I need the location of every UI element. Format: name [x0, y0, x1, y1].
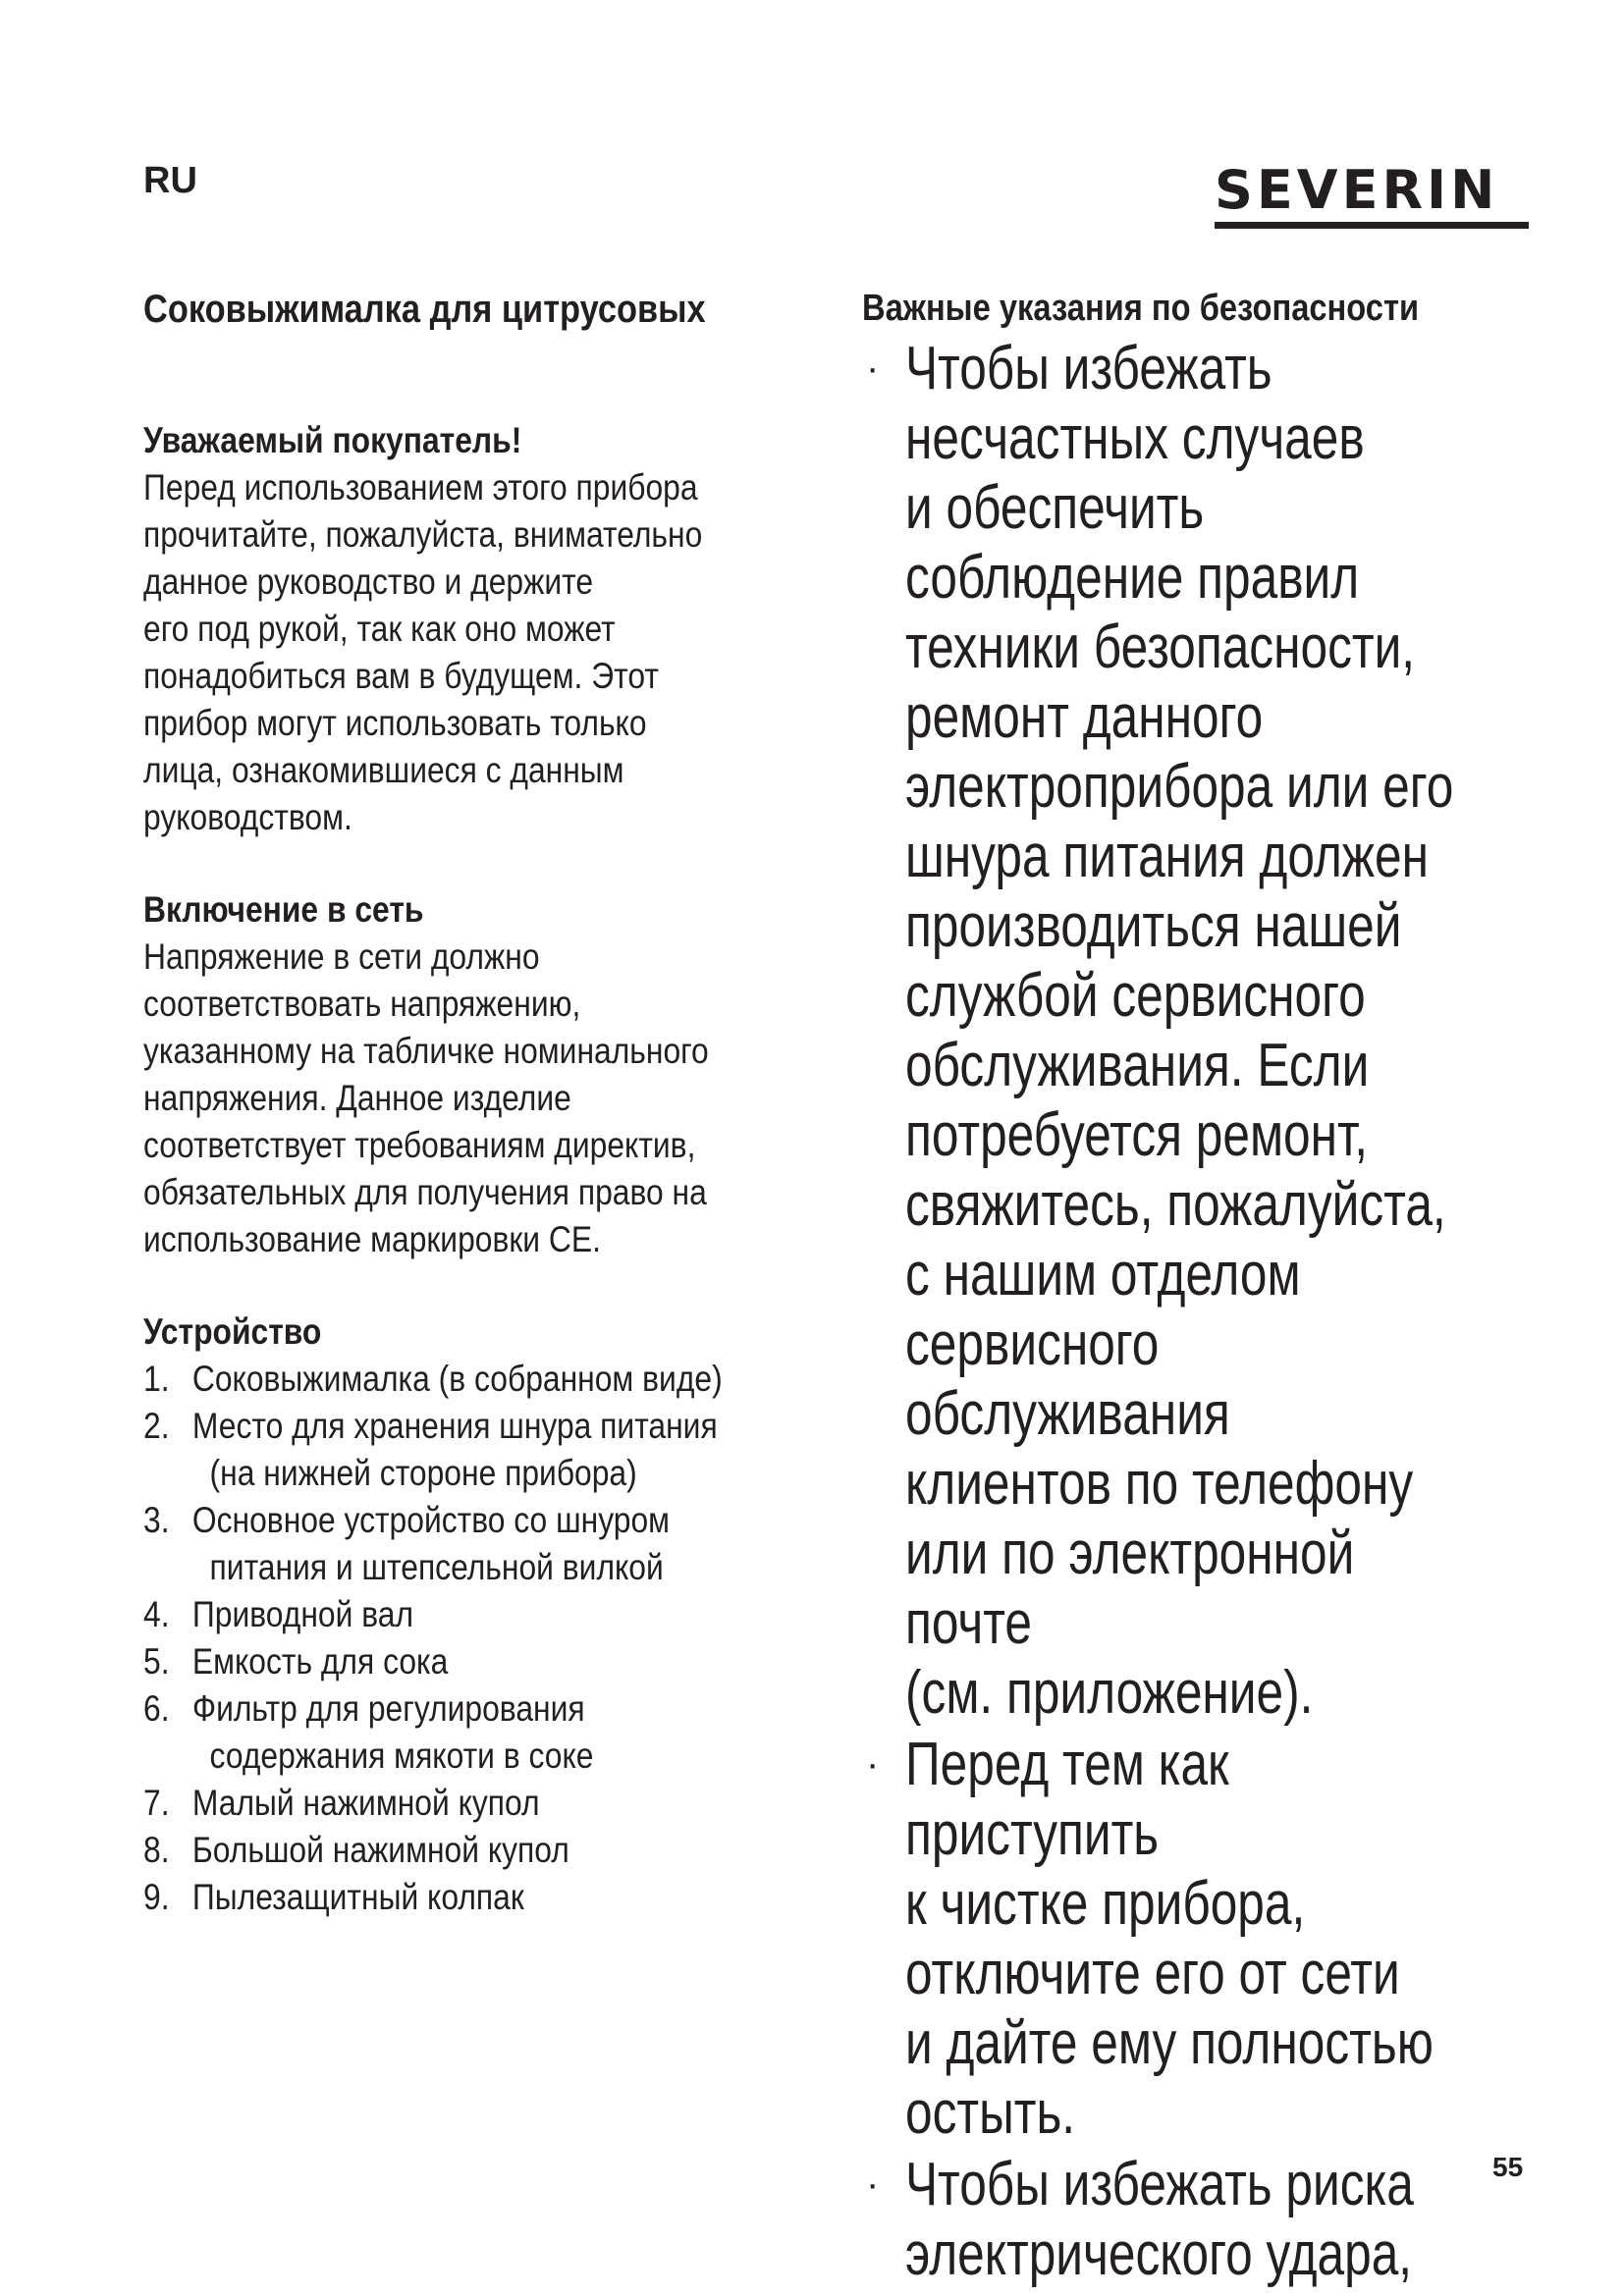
bullet-dot-icon: · [866, 347, 880, 390]
section-paragraph: Напряжение в сети должно соответствовать напряжению, указанному на табличке номинального напряжения. Данное изделие соответствует требованиям директив, обязательных для получения право на использование маркировки CE. [143, 936, 709, 1259]
bullet-text: Перед тем как приступить к чистке прибора, отключите его от сети и дайте ему полностью остыть. [905, 1731, 1434, 2147]
bullet-text: Чтобы избежать несчастных случаев и обеспечить соблюдение правил техники безопасности, ремонт данного электроприбора или его шнура питания должен производиться нашей службой сервисного обслуживания. Если потребуется ремонт, свяжитесь, пожалуйста, с нашим отделом сервисного обслуживания клиентов по телефону или по электронной почте (см. приложение). [905, 335, 1454, 1727]
safety-bullet [862, 1730, 1608, 2148]
page-number: 55 [1492, 2152, 1524, 2182]
list-item: 2. Место для хранения шнура питания (на нижней стороне прибора) [143, 1406, 718, 1493]
list-item: 6. Фильтр для регулирования содержания мякоти в соке [143, 1688, 594, 1776]
section-heading: Уважаемый покупатель! [143, 420, 522, 460]
list-item: 3. Основное устройство со шнуром питания и штепсельной вилкой [143, 1500, 671, 1587]
list-item: 9. Пылезащитный колпак [143, 1877, 524, 1917]
section-paragraph: Перед использованием этого прибора прочитайте, пожалуйста, внимательно данное руководство и держите его под рукой, так как оно может понадобиться вам в будущем. Этот прибор могут использовать только лица, ознакомившиеся с данным руководством. [143, 467, 703, 837]
page-title: Соковыжималка для цитрусовых [143, 288, 706, 331]
bullet-text: Чтобы избежать риска электрического удара, [905, 2151, 1414, 2288]
safety-heading: Важные указания по безопасности [862, 288, 1420, 329]
list-item: 8. Большой нажимной купол [143, 1830, 569, 1870]
brand-name: SEVERIN [1215, 159, 1499, 221]
parts-list [143, 1356, 810, 1921]
safety-bullet [862, 334, 1608, 1728]
list-item: 5. Емкость для сока [143, 1641, 449, 1682]
section-heading: Включение в сеть [143, 889, 424, 930]
section-power-connection [143, 886, 810, 1263]
list-item: 4. Приводной вал [143, 1594, 414, 1634]
bullet-dot-icon: · [866, 2163, 880, 2206]
language-code: RU [143, 160, 197, 201]
list-item: 1. Соковыжималка (в собранном виде) [143, 1359, 723, 1399]
section-device-parts [143, 1308, 810, 1921]
bullet-dot-icon: · [866, 1742, 880, 1786]
severin-logo [1215, 159, 1529, 229]
left-column [143, 285, 810, 1921]
section-heading: Устройство [143, 1311, 322, 1352]
logo-underline [1215, 222, 1529, 229]
list-item: 7. Малый нажимной купол [143, 1783, 540, 1823]
section-dear-customer [143, 417, 810, 841]
right-column [862, 285, 1608, 2289]
